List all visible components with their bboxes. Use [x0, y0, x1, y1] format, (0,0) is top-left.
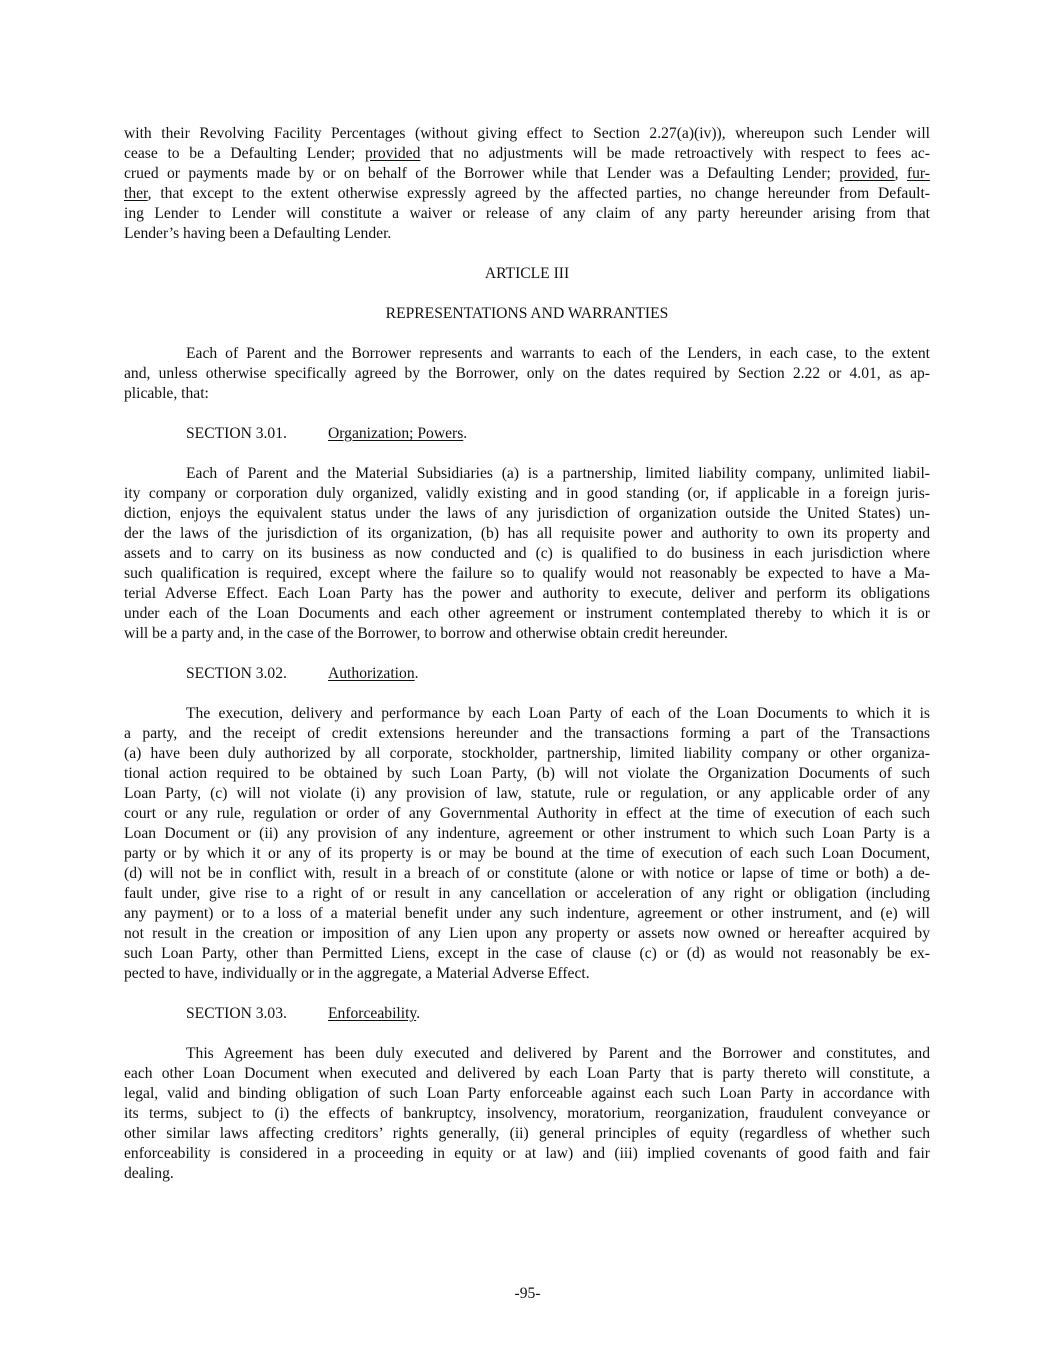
paragraph-line: such qualification is required, except where the failure so to qualify would not reasonably be expected to have a Ma-: [124, 565, 930, 582]
paragraph-line: pected to have, individually or in the aggregate, a Material Adverse Effect.: [124, 965, 590, 982]
paragraph-line: and, unless otherwise specifically agreed by the Borrower, only on the dates required by Section 2.22 or 4.01, as ap-: [124, 365, 930, 382]
section-number: SECTION 3.02.: [186, 665, 287, 682]
paragraph-line: plicable, that:: [124, 385, 209, 402]
section-title: Organization; Powers: [328, 425, 464, 442]
document-page: [124, 124, 930, 1184]
section-number: SECTION 3.01.: [186, 425, 287, 442]
further-term: ther: [124, 185, 148, 202]
paragraph-line: court or any rule, regulation or order of any Governmental Authority in effect at the time of execution of each such: [124, 805, 930, 822]
paragraph-line: will be a party and, in the case of the Borrower, to borrow and otherwise obtain credit hereunder.: [124, 625, 728, 642]
paragraph-line: This Agreement has been duly executed and delivered by Parent and the Borrower and constitutes, and: [186, 1045, 930, 1062]
paragraph-line: with their Revolving Facility Percentages (without giving effect to Section 2.27(a)(iv)), whereupon such Lender will: [124, 125, 930, 142]
paragraph-line: (a) have been duly authorized by all corporate, stockholder, partnership, limited liability company or other organiza-: [124, 745, 930, 762]
provided-term: provided: [839, 165, 895, 182]
paragraph-line: assets and to carry on its business as now conducted and (c) is qualified to do business in each jurisdiction where: [124, 545, 930, 562]
paragraph-line: Lender’s having been a Defaulting Lender.: [124, 225, 392, 242]
article-title: REPRESENTATIONS AND WARRANTIES: [385, 305, 669, 322]
paragraph-line: tional action required to be obtained by such Loan Party, (b) will not violate the Organization Documents of such: [124, 765, 930, 782]
paragraph-line: under each of the Loan Documents and each other agreement or instrument contemplated thereby to which it is or: [124, 605, 930, 622]
paragraph-line: Each of Parent and the Material Subsidiaries (a) is a partnership, limited liability company, unlimited liabil-: [186, 465, 930, 482]
paragraph-line: its terms, subject to (i) the effects of bankruptcy, insolvency, moratorium, reorganization, fraudulent conveyance or: [124, 1105, 930, 1122]
section-heading-3-01: SECTION 3.01. Organization; Powers.: [186, 425, 468, 442]
page-number: -95-: [514, 1285, 541, 1302]
paragraph-line: any payment) or to a loss of a material benefit under any such indenture, agreement or other instrument, and (e) will: [124, 905, 930, 922]
paragraph-line: terial Adverse Effect. Each Loan Party has the power and authority to execute, deliver and perform its obligations: [124, 585, 930, 602]
paragraph-line: Loan Party, (c) will not violate (i) any provision of law, statute, rule or regulation, or any applicable order of any: [124, 785, 930, 802]
paragraph-line: diction, enjoys the equivalent status under the laws of any jurisdiction of organization outside the United States) un-: [124, 505, 930, 522]
paragraph-line: not result in the creation or imposition of any Lien upon any property or assets now owned or hereafter acquired by: [124, 925, 930, 942]
section-number: SECTION 3.03.: [186, 1005, 287, 1022]
paragraph-line: dealing.: [124, 1165, 174, 1182]
section-body-3-03: [124, 1044, 930, 1184]
paragraph-line: Each of Parent and the Borrower represents and warrants to each of the Lenders, in each case, to the extent: [186, 345, 930, 362]
section-heading-3-03: SECTION 3.03. Enforceability.: [186, 1005, 421, 1022]
further-term: fur-: [906, 165, 930, 182]
paragraph-line: a party, and the receipt of credit extensions hereunder and the transactions forming a part of the Transactions: [124, 725, 930, 742]
paragraph-line: such Loan Party, other than Permitted Liens, except in the case of clause (c) or (d) as would not reasonably be ex-: [124, 945, 930, 962]
paragraph-line: enforceability is considered in a proceeding in equity or at law) and (iii) implied covenants of good faith and fair: [124, 1145, 930, 1162]
paragraph-line: fault under, give rise to a right of or result in any cancellation or acceleration of any right or obligation (including: [124, 885, 930, 902]
paragraph-line: other similar laws affecting creditors’ rights generally, (ii) general principles of equity (regardless of whether such: [124, 1125, 930, 1142]
paragraph-line: ity company or corporation duly organized, validly existing and in good standing (or, if applicable in a foreign juris-: [124, 485, 930, 502]
section-title: Enforceability: [328, 1005, 417, 1022]
section-body-3-01: [124, 464, 930, 644]
paragraph-line: crued or payments made by or on behalf of the Borrower while that Lender was a Defaulting Lender; provided, fur-: [124, 165, 930, 182]
article-number: ARTICLE III: [484, 265, 570, 282]
paragraph-line: Loan Document or (ii) any provision of any indenture, agreement or other instrument to which such Loan Party is a: [124, 825, 930, 842]
section-heading-3-02: SECTION 3.02. Authorization.: [186, 665, 419, 682]
section-title: Authorization: [328, 665, 415, 682]
paragraph-line: der the laws of the jurisdiction of its organization, (b) has all requisite power and authority to own its property and: [124, 525, 930, 542]
paragraph-line: ther, that except to the extent otherwise expressly agreed by the affected parties, no change hereunder from Default-: [124, 185, 930, 202]
paragraph-line: party or by which it or any of its property is or may be bound at the time of execution of each such Loan Document,: [124, 845, 930, 862]
paragraph-line: The execution, delivery and performance by each Loan Party of each of the Loan Documents to which it is: [186, 705, 930, 722]
paragraph-line: legal, valid and binding obligation of such Loan Party enforceable against each such Loan Party in accordance with: [124, 1085, 930, 1102]
paragraph-line: (d) will not be in conflict with, result in a breach of or constitute (alone or with notice or lapse of time or both) a de-: [124, 865, 930, 882]
section-body-3-02: [124, 704, 930, 984]
provided-term: provided: [364, 145, 421, 162]
paragraph-line: each other Loan Document when executed and delivered by each Loan Party that is party thereto will constitute, a: [124, 1065, 930, 1082]
paragraph-line: cease to be a Defaulting Lender; provided that no adjustments will be made retroactively with respect to fees ac-: [124, 145, 930, 162]
continuation-paragraph: [124, 124, 930, 244]
intro-paragraph: [124, 344, 930, 404]
paragraph-line: ing Lender to Lender will constitute a waiver or release of any claim of any party hereunder arising from that: [124, 205, 930, 222]
